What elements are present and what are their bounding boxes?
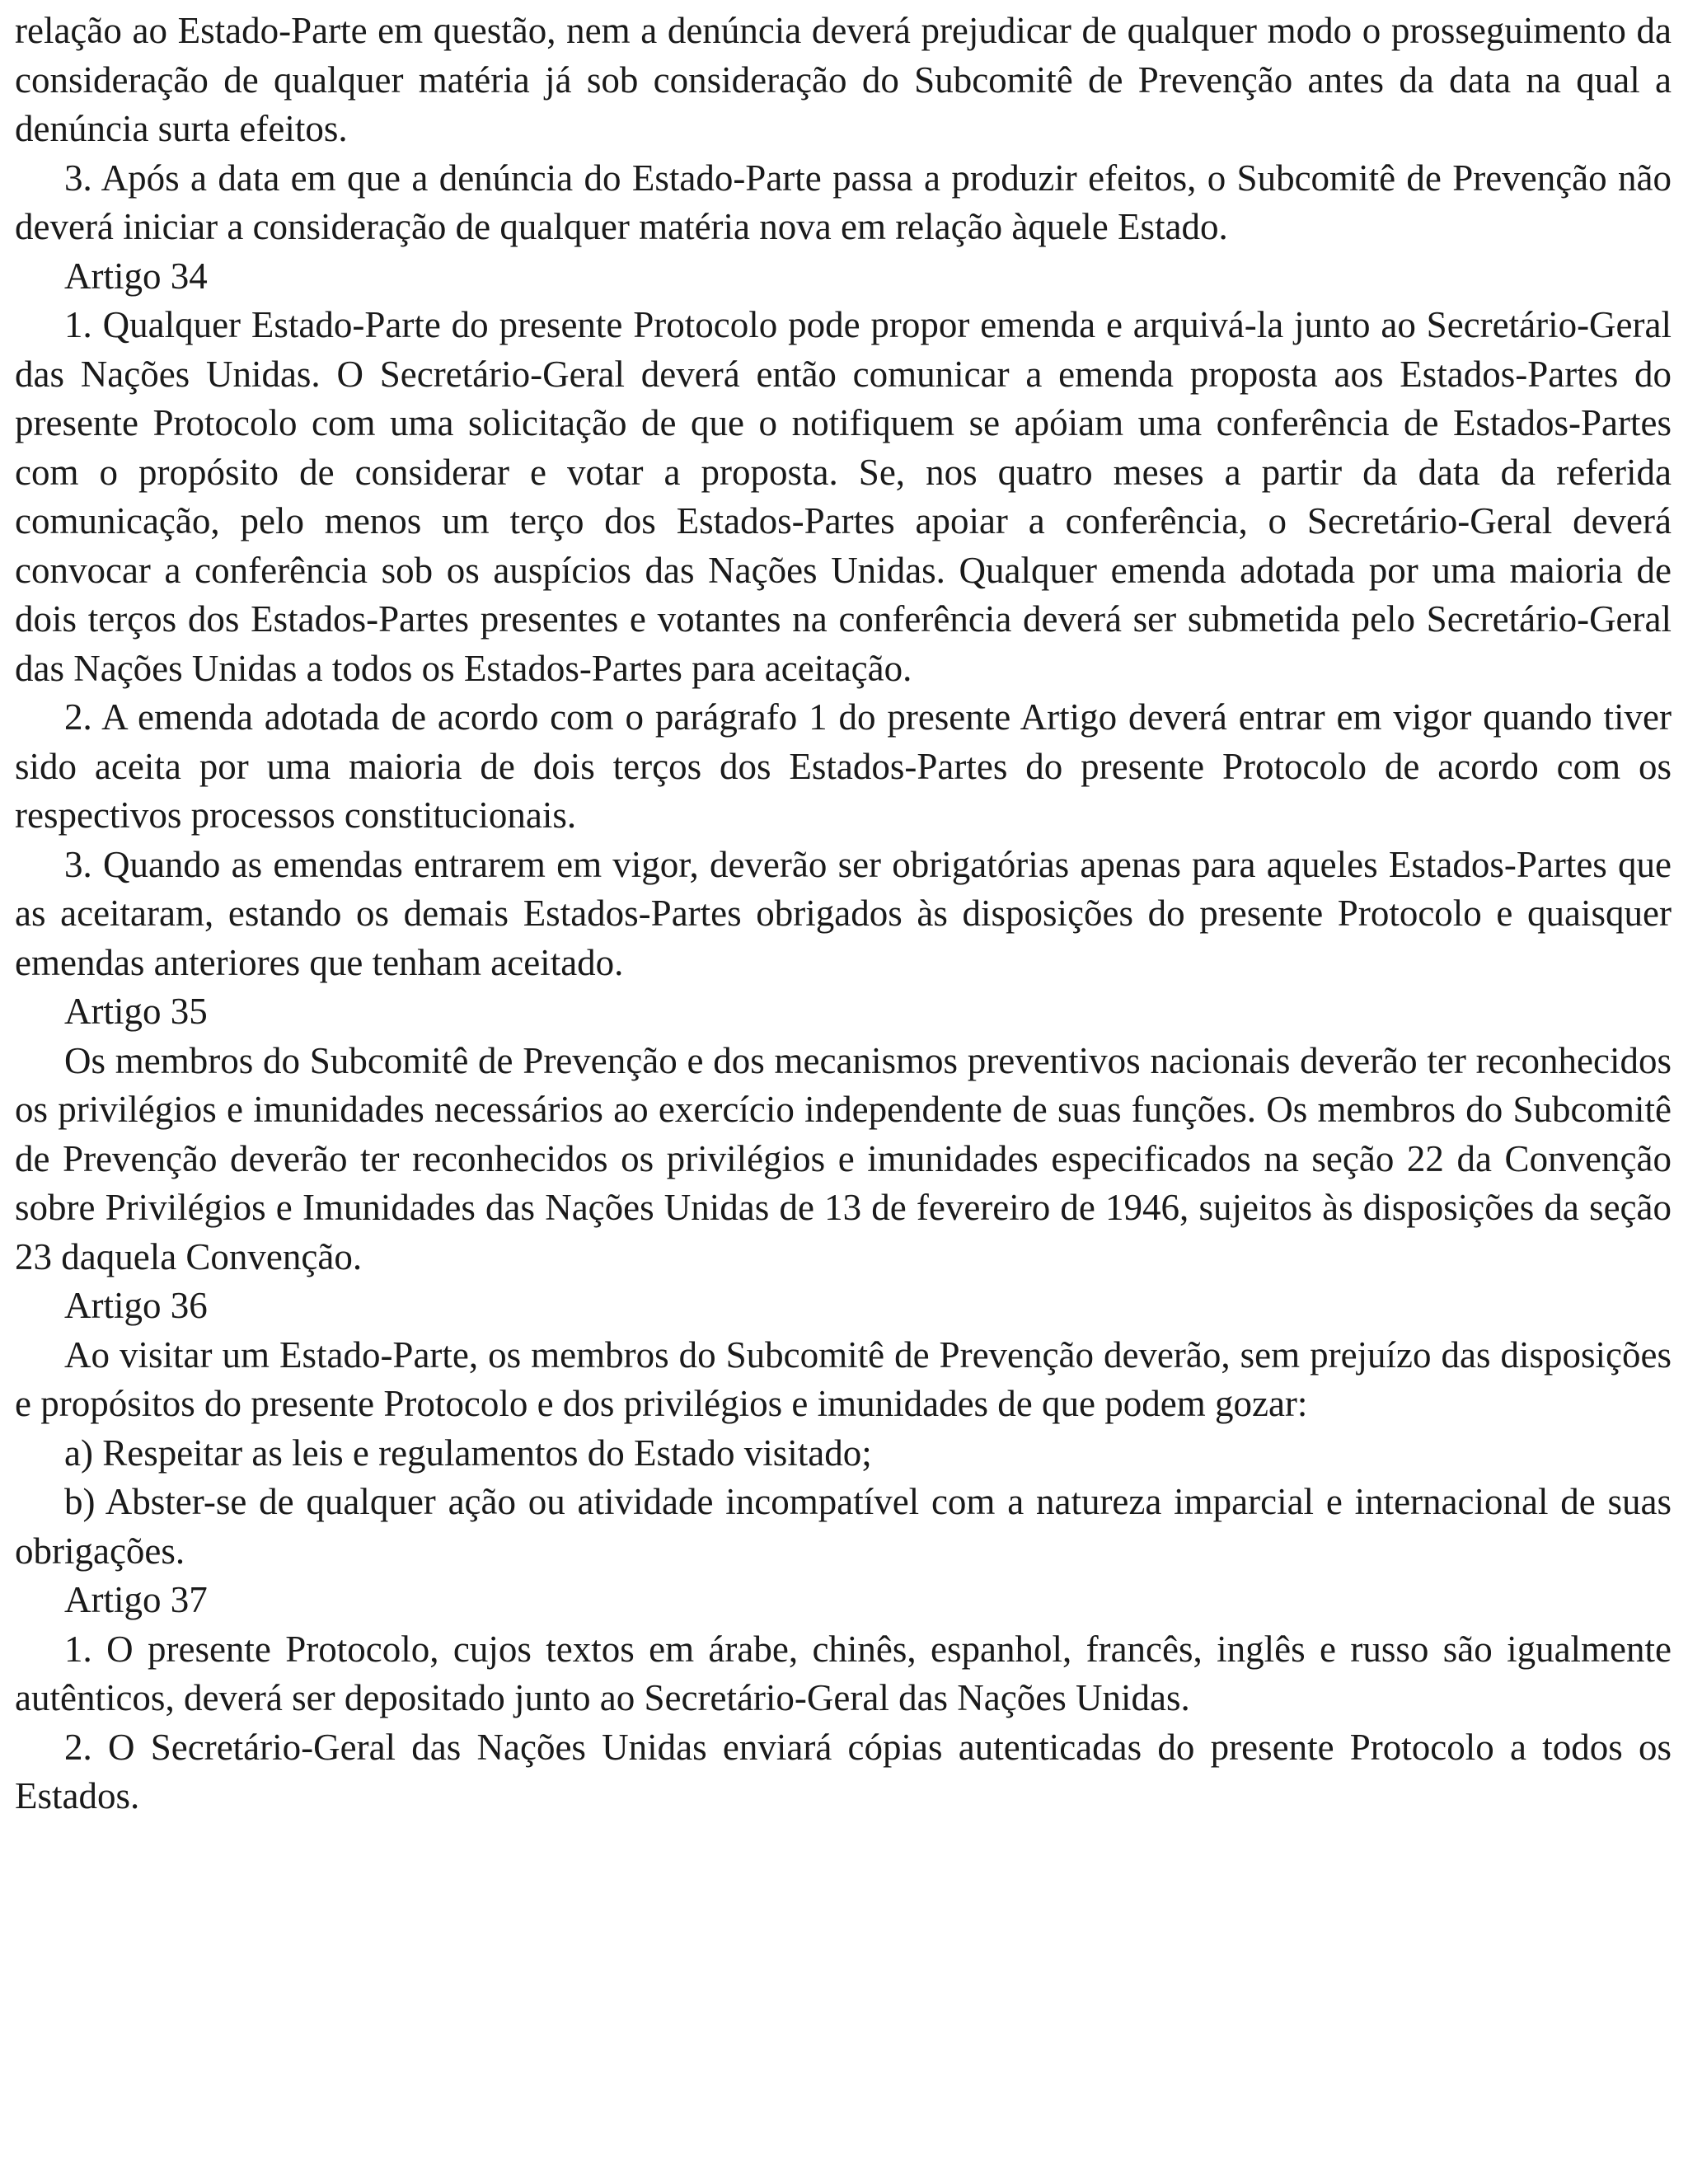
paragraph-37-2: 2. O Secretário-Geral das Nações Unidas enviará cópias autenticadas do presente Protocolo a todos os Estados. — [15, 1726, 1672, 1816]
heading-artigo-37: Artigo 37 — [64, 1579, 208, 1620]
paragraph-36: Ao visitar um Estado-Parte, os membros do Subcomitê de Prevenção deverão, sem prejuízo das disposições e propósitos do presente Protocolo e dos privilégios e imunidades de que podem gozar: — [15, 1333, 1672, 1424]
paragraph-36-a: a) Respeitar as leis e regulamentos do Estado visitado; — [64, 1432, 872, 1474]
heading-artigo-35: Artigo 35 — [64, 991, 208, 1032]
paragraph-34-3: 3. Quando as emendas entrarem em vigor, deverão ser obrigatórias apenas para aqueles Estados-Partes que as aceitaram, estando os demais Estados-Partes obrigados às disposições do presente Protocolo e quaisquer emendas anteriores que tenham aceitado. — [15, 843, 1672, 983]
paragraph-denuncia-continuation: relação ao Estado-Parte em questão, nem a denúncia deverá prejudicar de qualquer modo o prosseguimento da consideração de qualquer matéria já sob consideração do Subcomitê de Prevenção antes da data na qual a denúncia surta efeitos. — [15, 10, 1672, 149]
paragraph-34-1: 1. Qualquer Estado-Parte do presente Protocolo pode propor emenda e arquivá-la junto ao Secretário-Geral das Nações Unidas. O Secretário-Geral deverá então comunicar a emenda proposta aos Estados-Partes do presente Protocolo com uma solicitação de que o notifiquem se apóiam uma conferência de Estados-Partes com o propósito de considerar e votar a proposta. Se, nos quatro meses a partir da data da referida comunicação, pelo menos um terço dos Estados-Partes apoiar a conferência, o Secretário-Geral deverá convocar a conferência sob os auspícios das Nações Unidas. Qualquer emenda adotada por uma maioria de dois terços dos Estados-Partes presentes e votantes na conferência deverá ser submetida pelo Secretário-Geral das Nações Unidas a todos os Estados-Partes para aceitação. — [15, 304, 1672, 689]
paragraph-36-b: b) Abster-se de qualquer ação ou atividade incompatível com a natureza imparcial e internacional de suas obrigações. — [15, 1481, 1672, 1572]
paragraph-35: Os membros do Subcomitê de Prevenção e dos mecanismos preventivos nacionais deverão ter reconhecidos os privilégios e imunidades necessários ao exercício independente de suas funções. Os membros do Subcomitê de Prevenção deverão ter reconhecidos os privilégios e imunidades especificados na seção 22 da Convenção sobre Privilégios e Imunidades das Nações Unidas de 13 de fevereiro de 1946, sujeitos às disposições da seção 23 daquela Convenção. — [15, 1039, 1672, 1277]
paragraph-34-2: 2. A emenda adotada de acordo com o parágrafo 1 do presente Artigo deverá entrar em vigor quando tiver sido aceita por uma maioria de dois terços dos Estados-Partes do presente Protocolo de acordo com os respectivos processos constitucionais. — [15, 696, 1672, 836]
heading-artigo-36: Artigo 36 — [64, 1285, 208, 1326]
heading-artigo-34: Artigo 34 — [64, 255, 208, 297]
paragraph-37-1: 1. O presente Protocolo, cujos textos em árabe, chinês, espanhol, francês, inglês e russo são igualmente autênticos, deverá ser depositado junto ao Secretário-Geral das Nações Unidas. — [15, 1628, 1672, 1718]
paragraph-33-3: 3. Após a data em que a denúncia do Estado-Parte passa a produzir efeitos, o Subcomitê de Prevenção não deverá iniciar a consideração de qualquer matéria nova em relação àquele Estado. — [15, 157, 1672, 247]
